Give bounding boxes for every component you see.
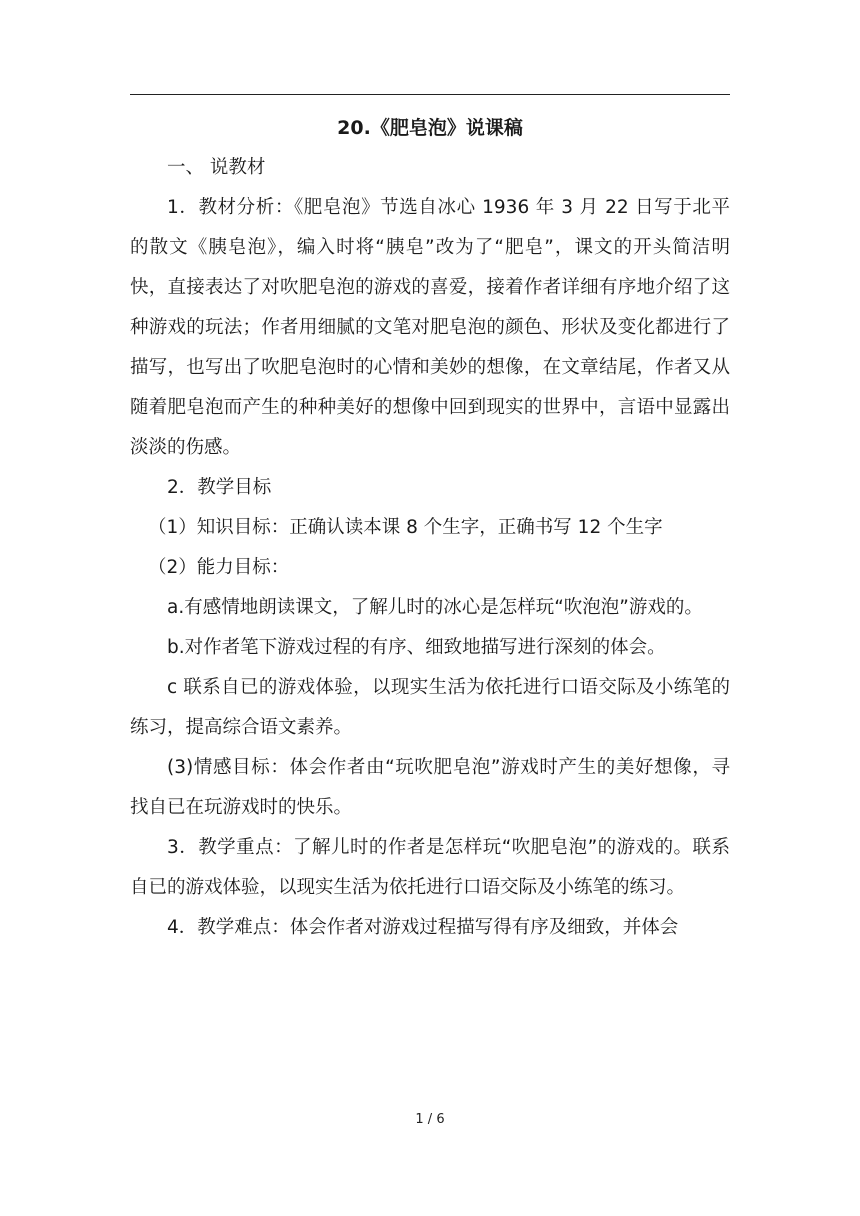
- document-body: [130, 108, 730, 948]
- paragraph-emotion-goal: (3)情感目标：体会作者由“玩吹肥皂泡”游戏时产生的美好想像，寻找自已在玩游戏时的快乐。: [130, 757, 730, 818]
- section-heading: 一、 说教材: [167, 157, 266, 178]
- paragraph-ability-goal: （2）能力目标：: [148, 557, 290, 578]
- page-number: 1 / 6: [415, 1112, 445, 1127]
- header-rule: [130, 94, 730, 95]
- document-title: 20.《肥皂泡》说课稿: [337, 117, 523, 139]
- paragraph-key-points: 3．教学重点：了解儿时的作者是怎样玩“吹肥皂泡”的游戏的。联系自已的游戏体验，以现实生活为依托进行口语交际及小练笔的练习。: [130, 837, 730, 898]
- paragraph-difficulties: 4．教学难点：体会作者对游戏过程描写得有序及细致，并体会: [167, 917, 679, 938]
- paragraph-material-analysis: 1．教材分析：《肥皂泡》节选自冰心 1936 年 3 月 22 日写于北平的散文《胰皂泡》，编入时将“胰皂”改为了“肥皂”，课文的开头简洁明快，直接表达了对吹肥皂泡的游戏的喜爱，接着作者详细有序地介绍了这种游戏的玩法；作者用细腻的文笔对肥皂泡的颜色、形状及变化都进行了描写，也写出了吹肥皂泡时的心情和美妙的想像，在文章结尾，作者又从随着肥皂泡而产生的种种美好的想像中回到现实的世界中，言语中显露出淡淡的伤感。: [130, 197, 730, 458]
- paragraph-ability-a: a.有感情地朗读课文，了解儿时的冰心是怎样玩“吹泡泡”游戏的。: [167, 597, 703, 618]
- paragraph-ability-b: b.对作者笔下游戏过程的有序、细致地描写进行深刻的体会。: [167, 637, 666, 658]
- paragraph-knowledge-goal: （1）知识目标：正确认读本课 8 个生字，正确书写 12 个生字: [148, 517, 663, 538]
- paragraph-teaching-goals: 2．教学目标: [167, 477, 272, 498]
- paragraph-ability-c: c 联系自已的游戏体验，以现实生活为依托进行口语交际及小练笔的练习，提高综合语文素养。: [130, 677, 730, 738]
